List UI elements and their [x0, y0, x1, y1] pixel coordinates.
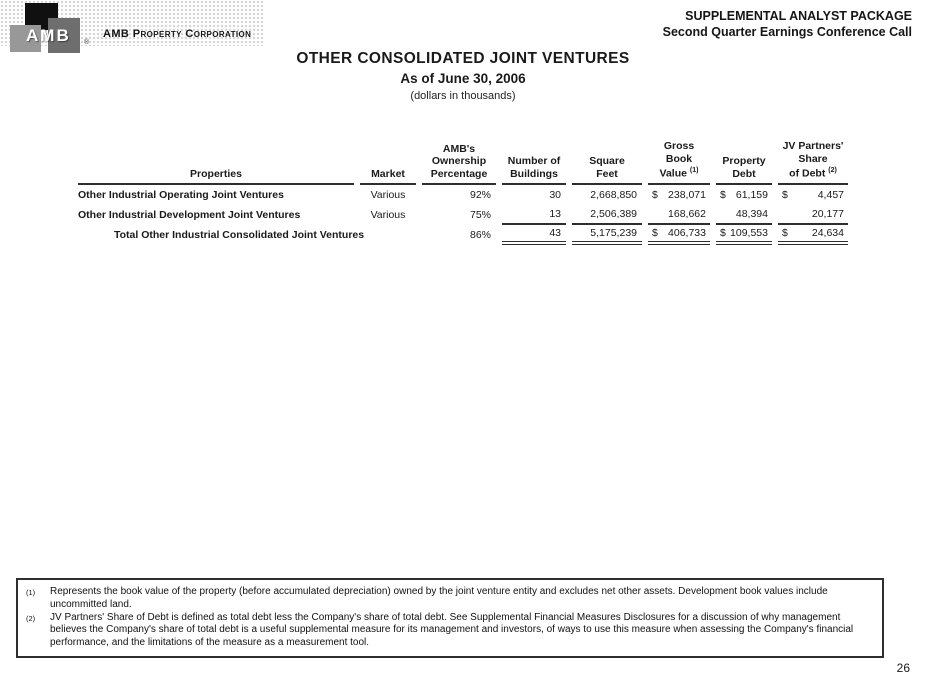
dollar-sign: $ [652, 189, 658, 201]
dollar-sign: $ [782, 227, 788, 239]
footnote-marker: (2) [26, 613, 36, 623]
cell-property-debt: $ 61,159 [720, 189, 768, 201]
table-row-operating-jv [78, 185, 848, 205]
column-header-number-of-buildings: Number of Buildings [502, 138, 566, 185]
page-number: 26 [896, 661, 910, 675]
table-row-total [78, 225, 848, 245]
package-subtitle: Second Quarter Earnings Conference Call [662, 25, 912, 39]
cell-square-feet: 5,175,239 [572, 225, 642, 245]
joint-ventures-table [72, 138, 854, 245]
dollar-sign: $ [720, 189, 726, 201]
cell-square-feet: 2,506,389 [572, 205, 642, 225]
footnote-ref-1: (1) [689, 167, 699, 174]
footnotes-box [16, 578, 884, 658]
company-name: AMB Property Corporation [103, 28, 252, 40]
cell-ownership-percentage: 92% [469, 189, 491, 201]
document-header [663, 8, 912, 40]
cell-ownership-percentage: 86% [469, 229, 491, 241]
cell-property-debt: $ 109,553 [716, 225, 772, 245]
logo-text: AMB [26, 26, 71, 45]
as-of-date: As of June 30, 2006 [400, 71, 526, 86]
footnote-text: JV Partners' Share of Debt is defined as total debt less the Company's share of total debt. See Supplemental Financial Measures Disclosures for a discussion of why management believes the Company's share of total debt is a useful supplemental measure for its management and investors, of ways to use this measure when assessing the Company's financial performance, and the limitations of the measure as a measurement tool. [50, 611, 854, 649]
title-block [0, 50, 926, 102]
footnote-2 [26, 612, 872, 650]
column-header-ownership-percentage: AMB's Ownership Percentage [422, 138, 496, 185]
cell-property-name: Other Industrial Development Joint Ventures [78, 209, 301, 221]
cell-square-feet: 2,668,850 [590, 189, 637, 201]
cell-market: Various [370, 189, 406, 201]
page-title: OTHER CONSOLIDATED JOINT VENTURES [296, 50, 630, 67]
cell-number-of-buildings: 43 [502, 225, 566, 245]
column-header-property-debt: Property Debt [716, 138, 772, 185]
column-header-market: Market [360, 138, 416, 185]
cell-number-of-buildings: 13 [502, 205, 566, 225]
dollar-sign: $ [782, 189, 788, 201]
cell-number-of-buildings: 30 [549, 189, 561, 201]
column-header-gross-book-value: Gross Book Value $^{(1)}$ [648, 138, 710, 185]
column-header-square-feet: Square Feet [572, 138, 642, 185]
dollar-sign: $ [720, 227, 726, 239]
footnote-1 [26, 586, 872, 612]
cell-ownership-percentage: 75% [469, 209, 491, 221]
cell-total-label: Total Other Industrial Consolidated Joint Ventures [114, 229, 365, 241]
cell-jv-partners-share: $ 24,634 [778, 225, 848, 245]
column-header-jv-partners-share-of-debt: JV Partners' Share of Debt $^{(2)}$ [778, 138, 848, 185]
company-logo [0, 0, 264, 46]
cell-jv-partners-share: 20,177 [778, 205, 848, 225]
table-row-development-jv [78, 205, 848, 225]
cell-property-name: Other Industrial Operating Joint Ventures [78, 189, 284, 201]
cell-jv-partners-share: $ 4,457 [782, 189, 844, 201]
registered-trademark-symbol: ® [84, 39, 90, 46]
footnote-marker: (1) [26, 588, 36, 597]
dollar-sign: $ [652, 227, 658, 239]
cell-gross-book-value: $ 406,733 [648, 225, 710, 245]
cell-gross-book-value: $ 238,071 [652, 189, 706, 201]
cell-gross-book-value: 168,662 [648, 205, 710, 225]
cell-property-debt: 48,394 [716, 205, 772, 225]
units-note: (dollars in thousands) [410, 90, 516, 102]
column-header-properties: Properties [78, 138, 354, 185]
footnote-ref-2: (2) [828, 167, 837, 174]
package-title: SUPPLEMENTAL ANALYST PACKAGE [685, 9, 912, 23]
table-header-row [78, 138, 848, 185]
footnote-text: Represents the book value of the property (before accumulated depreciation) owned by the joint venture entity and excludes net other assets. Development book values include uncommitted land. [50, 586, 828, 610]
cell-market: Various [370, 209, 406, 221]
